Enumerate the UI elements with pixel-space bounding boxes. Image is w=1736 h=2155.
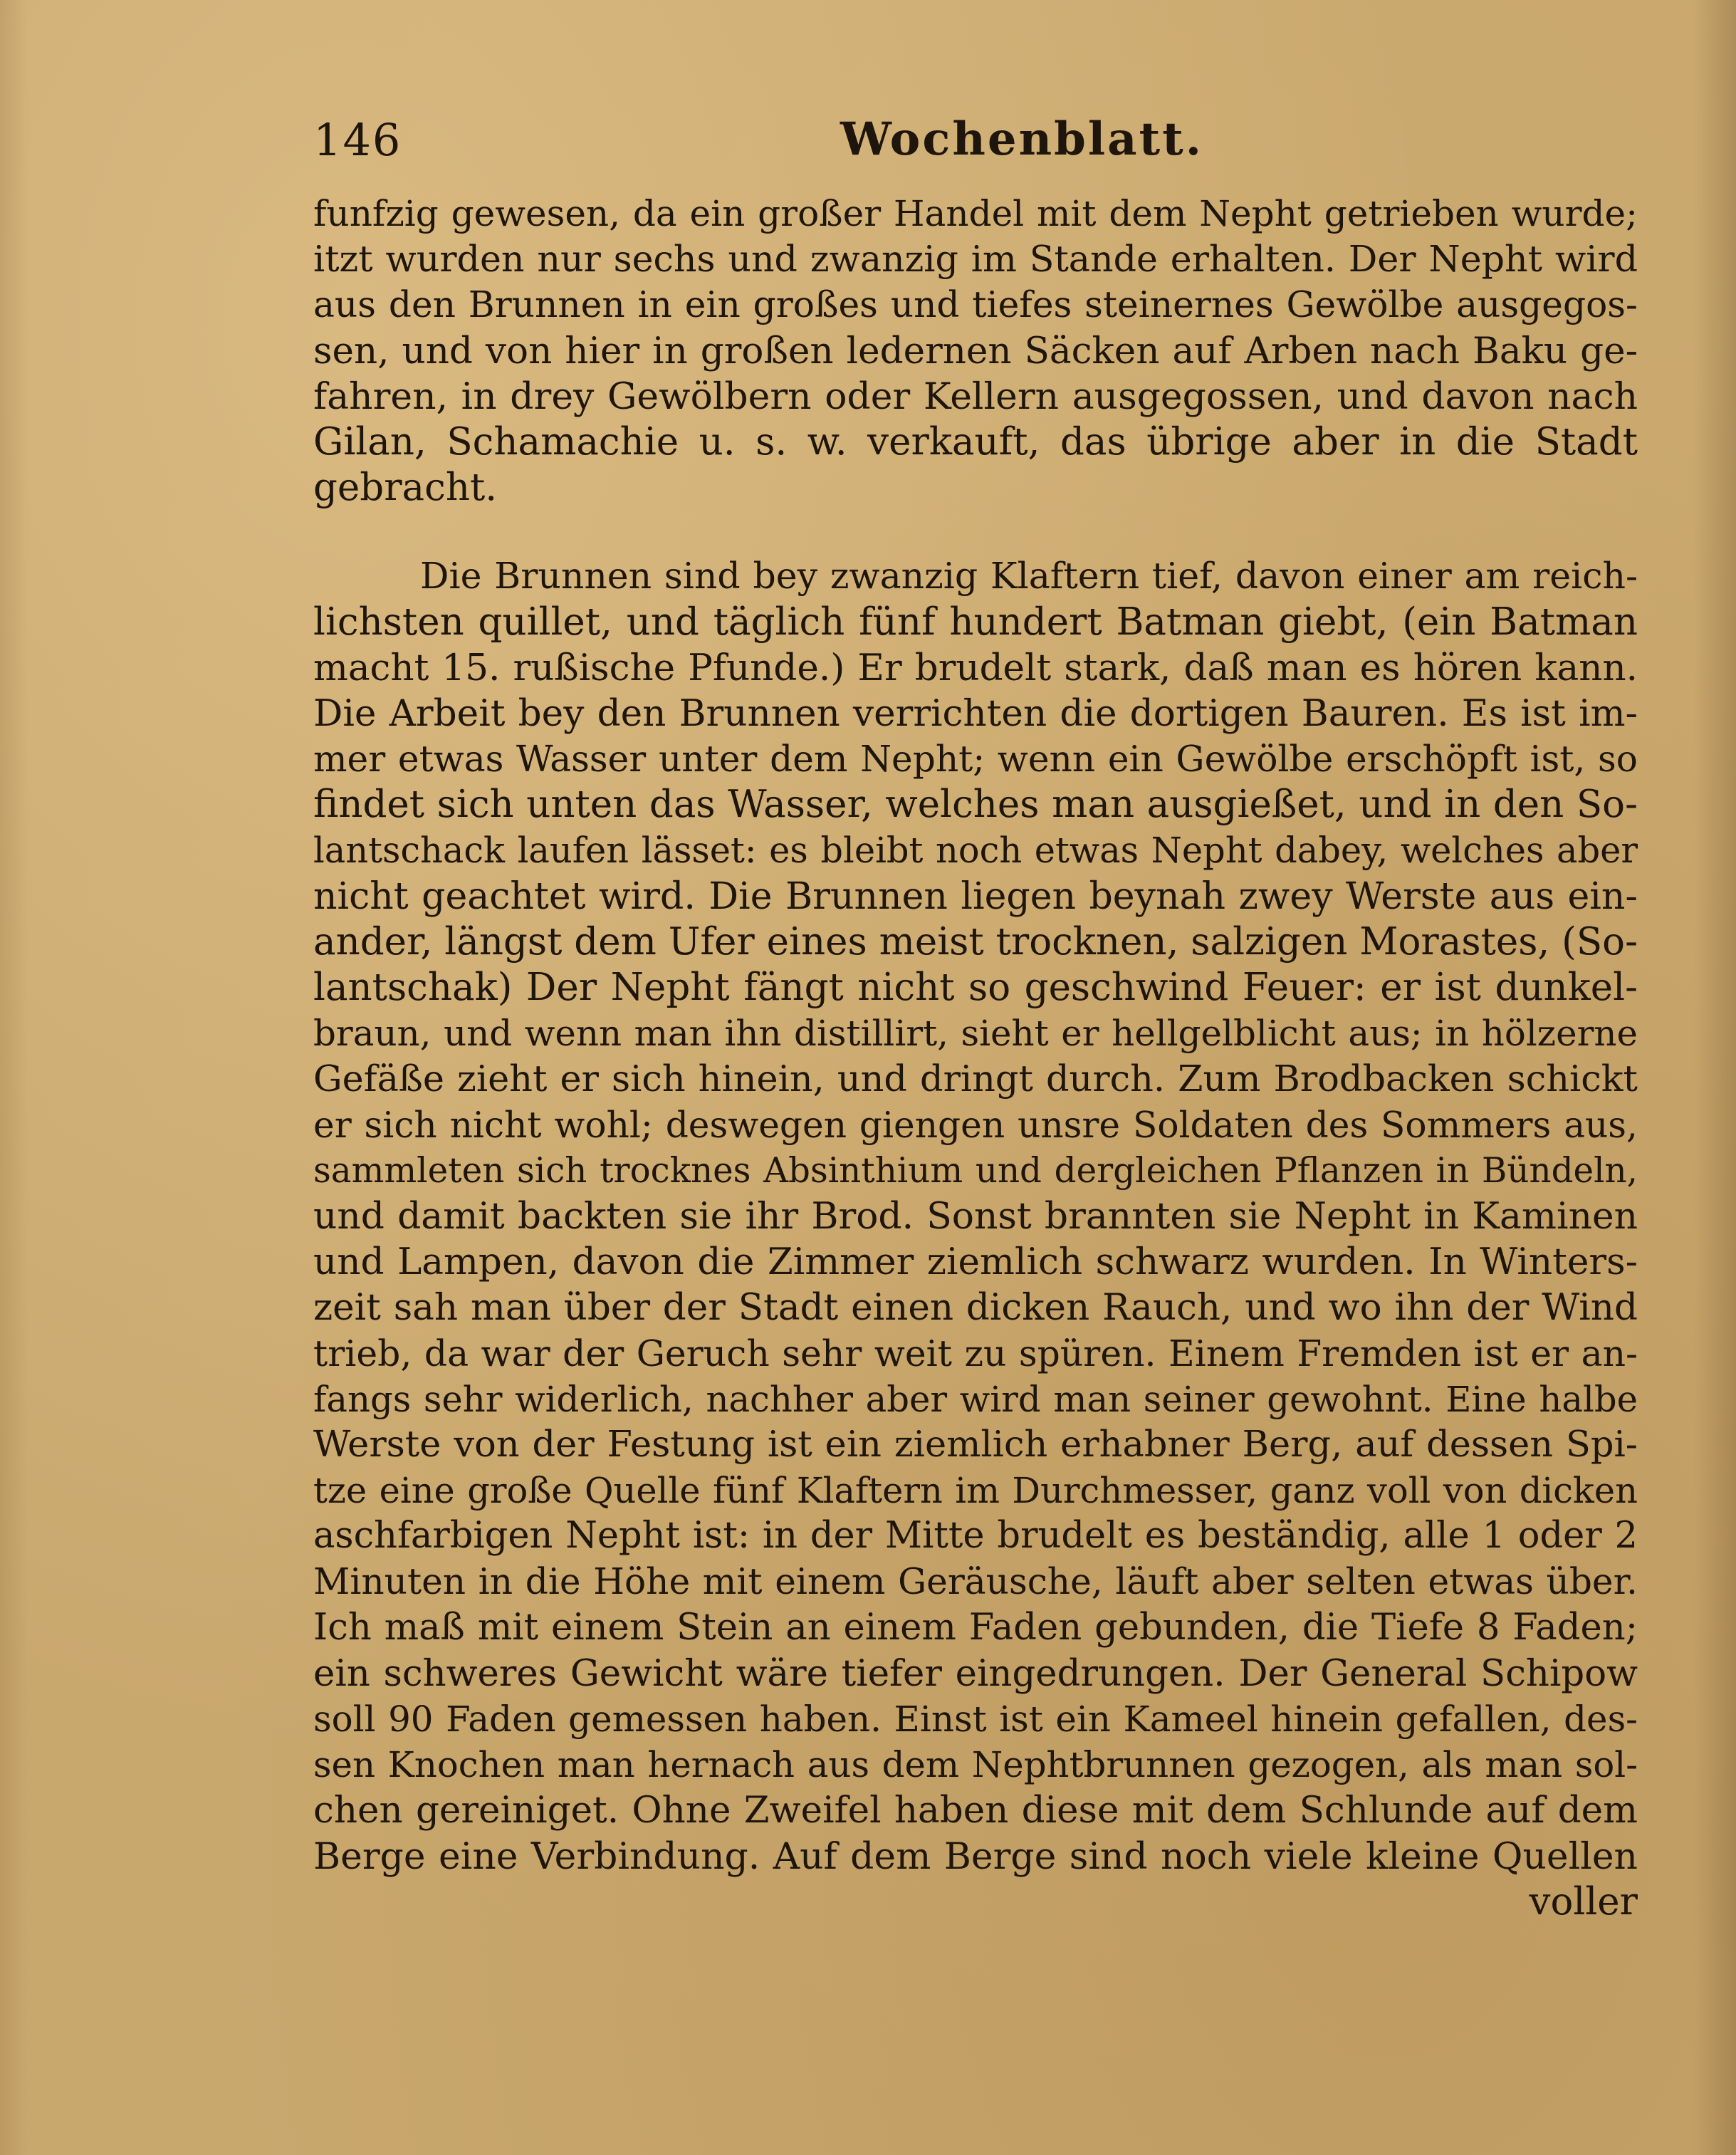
page-edge-shadow-right [1693, 0, 1736, 2155]
text-line: macht 15. rußische Pfunde.) Er brudelt stark, daß man es hören kann. [313, 646, 1638, 689]
paragraph-gap [313, 511, 1638, 553]
text-line: Werste von der Festung ist ein ziemlich erhabner Berg, auf dessen Spi- [313, 1423, 1638, 1466]
text-line: Berge eine Verbindung. Auf dem Berge sind noch viele kleine Quellen [313, 1835, 1638, 1878]
text-line: trieb, da war der Geruch sehr weit zu spüren. Einem Fremden ist er an- [313, 1332, 1638, 1374]
text-line: mer etwas Wasser unter dem Nepht; wenn ein Gewölbe erschöpft ist, so [313, 738, 1638, 781]
paragraph-1 [313, 191, 1638, 511]
text-line: fangs sehr widerlich, nachher aber wird man seiner gewohnt. Eine halbe [313, 1378, 1638, 1420]
text-line: sammleten sich trocknes Absinthium und dergleichen Pflanzen in Bündeln, [313, 1150, 1638, 1191]
text-line: Gilan, Schamachie u. s. w. verkauft, das übrige aber in die Stadt [313, 419, 1638, 464]
text-line: lichsten quillet, und täglich fünf hundert Batman giebt, (ein Batman [313, 600, 1638, 644]
text-line: Minuten in die Höhe mit einem Geräusche, läuft aber selten etwas über. [313, 1560, 1638, 1603]
text-block [313, 191, 1638, 1925]
page-number: 146 [313, 114, 402, 166]
text-line: aus den Brunnen in ein großes und tiefes steinernes Gewölbe ausgegos- [313, 283, 1638, 326]
text-line: chen gereiniget. Ohne Zweifel haben diese mit dem Schlunde auf dem [313, 1789, 1638, 1832]
text-line: Die Brunnen sind bey zwanzig Klaftern tief, davon einer am reich- [420, 555, 1638, 598]
text-line: und Lampen, davon die Zimmer ziemlich schwarz wurden. In Winters- [313, 1241, 1638, 1284]
text-line: gebracht. [313, 466, 498, 510]
text-line: findet sich unten das Wasser, welches man ausgießet, und in den So- [313, 783, 1638, 827]
text-line: Die Arbeit bey den Brunnen verrichten die dortigen Bauren. Es ist im- [313, 692, 1638, 735]
text-line: fahren, in drey Gewölbern oder Kellern ausgegossen, und davon nach [313, 375, 1638, 418]
text-line: itzt wurden nur sechs und zwanzig im Stande erhalten. Der Nepht wird [313, 238, 1638, 281]
text-line: und damit backten sie ihr Brod. Sonst brannten sie Nepht in Kaminen [313, 1194, 1638, 1238]
text-line: funfzig gewesen, da ein großer Handel mit dem Nepht getrieben wurde; [313, 193, 1638, 234]
text-line: braun, und wenn man ihn distillirt, sieht er hellgelblicht aus; in hölzerne [313, 1013, 1638, 1055]
text-line: nicht geachtet wird. Die Brunnen liegen beynah zwey Werste aus ein- [313, 875, 1638, 918]
catchword: voller [1529, 1879, 1638, 1924]
page-edge-shadow-left [0, 0, 28, 2155]
text-line: ein schweres Gewicht wäre tiefer eingedrungen. Der General Schipow [313, 1652, 1638, 1695]
paragraph-2 [313, 553, 1638, 1879]
text-line: er sich nicht wohl; deswegen giengen unsre Soldaten des Sommers aus, [313, 1103, 1638, 1146]
text-line: ander, längst dem Ufer eines meist trocknen, salzigen Morastes, (So- [313, 919, 1638, 964]
text-line: sen Knochen man hernach aus dem Nephtbrunnen gezogen, als man sol- [313, 1744, 1638, 1786]
text-line: sen, und von hier in großen ledernen Säcken auf Arben nach Baku ge- [313, 329, 1638, 372]
text-line: lantschack laufen lässet: es bleibt noch etwas Nepht dabey, welches aber [313, 830, 1638, 872]
text-line: lantschak) Der Nepht fängt nicht so geschwind Feuer: er ist dunkel- [313, 966, 1638, 1009]
text-line: tze eine große Quelle fünf Klaftern im Durchmesser, ganz voll von dicken [313, 1470, 1638, 1512]
text-line: Gefäße zieht er sich hinein, und dringt durch. Zum Brodbacken schickt [313, 1058, 1638, 1100]
text-line: aschfarbigen Nepht ist: in der Mitte brudelt es beständig, alle 1 oder 2 [313, 1515, 1638, 1557]
running-head [313, 100, 1638, 185]
text-line: soll 90 Faden gemessen haben. Einst ist ein Kameel hinein gefallen, des- [313, 1699, 1638, 1740]
running-title: Wochenblatt. [840, 113, 1204, 166]
text-line: zeit sah man über der Stadt einen dicken Rauch, und wo ihn der Wind [313, 1286, 1638, 1330]
text-line: Ich maß mit einem Stein an einem Faden gebunden, die Tiefe 8 Faden; [313, 1606, 1638, 1649]
